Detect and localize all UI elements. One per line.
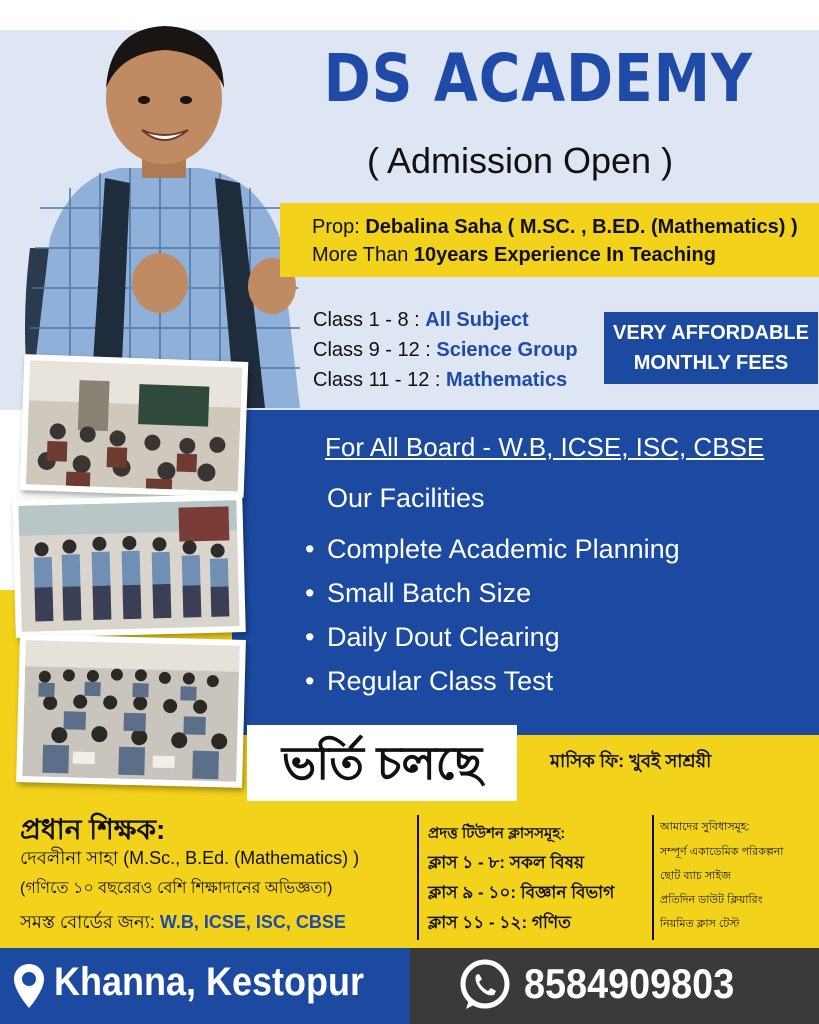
class-subject: Science Group	[436, 339, 578, 361]
facilities-bengali-heading: আমাদের সুবিধাসমূহ:	[660, 821, 750, 833]
proprietor-line	[312, 213, 819, 241]
head-teacher-experience: (গণিতে ১০ বছরেরও বেশি শিক্ষাদানের অভিজ্ঞতা)	[20, 880, 333, 897]
list-item	[305, 527, 680, 571]
facility-text: Small Batch Size	[327, 578, 532, 608]
fees-line-2: MONTHLY FEES	[633, 352, 789, 374]
whatsapp-icon	[456, 957, 514, 1015]
divider	[417, 815, 419, 940]
facilities-heading: Our Facilities	[327, 483, 485, 513]
bullet-icon: •	[305, 622, 315, 652]
location-text: Khanna, Kestopur	[54, 960, 365, 1004]
list-item: ক্লাস ৯ - ১০: বিজ্ঞান বিভাগ	[428, 883, 615, 902]
experience-prefix: More Than	[312, 244, 414, 266]
tuition-list	[428, 848, 614, 938]
class-list	[313, 305, 578, 395]
class-subject: All Subject	[425, 309, 529, 331]
classroom-photo	[12, 494, 246, 638]
class-range: Class 11 - 12 :	[313, 369, 447, 391]
fees-line-1: VERY AFFORDABLE	[613, 322, 809, 344]
list-item	[305, 571, 680, 615]
list-item	[305, 659, 680, 703]
list-item: ক্লাস ১ - ৮: সকল বিষয়	[428, 853, 584, 872]
boards-list: W.B, ICSE, ISC, CBSE	[159, 912, 346, 932]
class-range: Class 9 - 12 :	[313, 339, 437, 361]
proprietor-prefix: Prop:	[312, 216, 366, 238]
classroom-photo	[20, 354, 249, 498]
bullet-icon: •	[305, 578, 315, 608]
board-line: For All Board - W.B, ICSE, ISC, CBSE	[325, 432, 765, 462]
boards-prefix: সমস্ত বোর্ডের জন্য:	[20, 912, 160, 932]
admission-open-bengali: ভর্তি চলছে	[247, 725, 517, 801]
list-item: প্রতিদিন ডাউট ক্লিয়ারিং	[660, 894, 763, 906]
facility-text: Regular Class Test	[327, 666, 554, 696]
admission-subtitle: ( Admission Open )	[366, 140, 674, 181]
divider	[652, 815, 654, 940]
facility-text: Daily Dout Clearing	[327, 622, 560, 652]
fees-badge	[604, 312, 818, 384]
student-illustration	[10, 8, 310, 408]
facility-list	[305, 527, 680, 703]
list-item: সম্পূর্ণ একাডেমিক পরিকল্পনা	[660, 846, 784, 858]
head-teacher-heading: প্রধান শিক্ষক:	[20, 814, 166, 845]
list-item	[305, 615, 680, 659]
boards-bengali	[20, 908, 346, 939]
list-item: নিয়মিত ক্লাস টেস্ট	[660, 918, 740, 930]
experience-line	[312, 241, 819, 269]
proprietor-box	[280, 203, 819, 277]
class-range: Class 1 - 8 :	[313, 309, 426, 331]
facilities-bengali-list	[660, 840, 783, 936]
classroom-photo	[16, 634, 246, 788]
monthly-fee-bengali: মাসিক ফি: খুবই সাশ্রয়ী	[550, 751, 712, 771]
class-item	[313, 335, 578, 365]
experience-text: 10years Experience In Teaching	[413, 244, 716, 266]
bullet-icon: •	[305, 534, 315, 564]
phone-number: 8584909803	[524, 960, 735, 1007]
academy-title: DS ACADEMY	[323, 40, 753, 117]
class-item	[313, 305, 578, 335]
class-subject: Mathematics	[446, 369, 568, 391]
proprietor-name: Debalina Saha ( M.SC. , B.ED. (Mathematics) )	[365, 216, 798, 238]
class-item	[313, 365, 578, 395]
list-item: ক্লাস ১১ - ১২: গণিত	[428, 913, 571, 932]
facility-text: Complete Academic Planning	[327, 534, 680, 564]
head-teacher-name: দেবলীনা সাহা (M.Sc., B.Ed. (Mathematics) )	[20, 848, 360, 868]
bullet-icon: •	[305, 666, 315, 696]
list-item: ছোট ব্যাচ সাইজ	[660, 870, 731, 882]
location-pin-icon	[12, 962, 46, 1010]
tuition-heading: প্রদত্ত টিউশন ক্লাসসমূহ:	[428, 825, 566, 842]
